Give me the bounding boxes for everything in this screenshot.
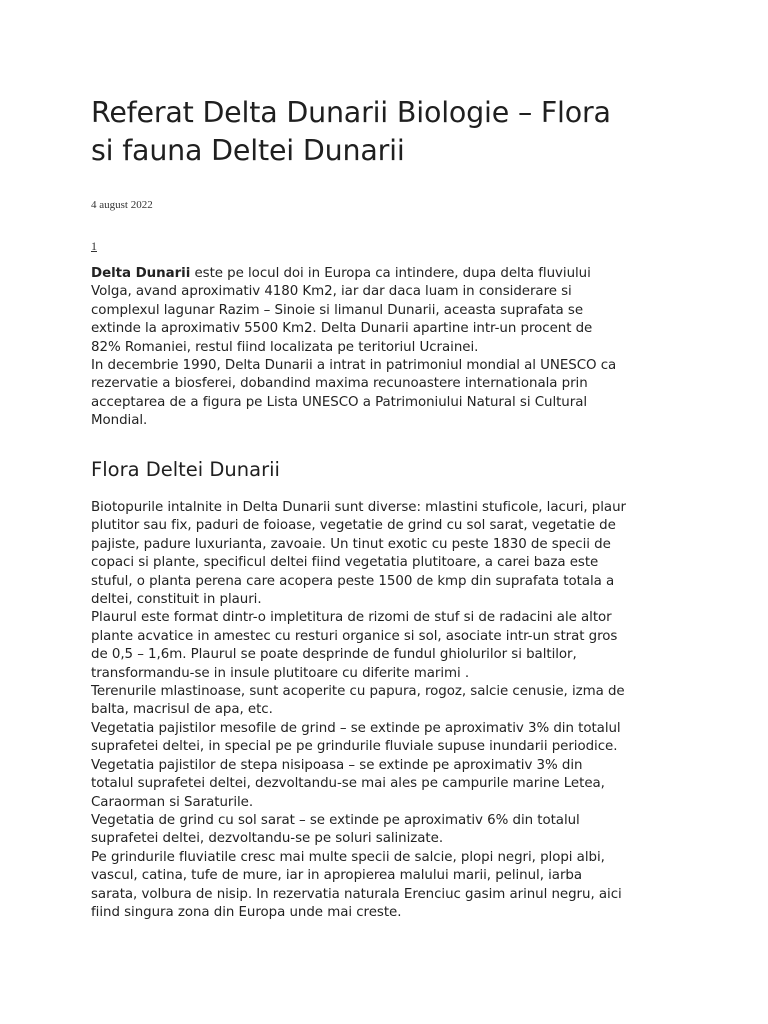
flora-line: Pe grindurile fluviatile cresc mai multe specii de salcie, plopi negri, plopi albi, (91, 849, 605, 865)
flora-line: balta, macrisul de apa, etc. (91, 702, 273, 718)
intro-line: 82% Romaniei, restul fiind localizata pe teritoriul Ucrainei. (91, 339, 479, 355)
intro-paragraph (91, 265, 691, 431)
flora-line: plante acvatice in amestec cu resturi organice si sol, asociate intr-un strat gros (91, 628, 618, 644)
title-line: si fauna Deltei Dunarii (91, 134, 405, 167)
flora-line: plutitor sau fix, paduri de foioase, vegetatie de grind cu sol sarat, vegetatie de (91, 518, 616, 534)
flora-line: de 0,5 – 1,6m. Plaurul se poate desprinde de fundul ghiolurilor si baltilor, (91, 647, 577, 663)
flora-line: transformandu-se in insule plutitoare cu diferite marimi . (91, 665, 470, 681)
flora-paragraph (91, 499, 691, 922)
flora-line: fiind singura zona din Europa unde mai creste. (91, 904, 402, 920)
flora-line: sarata, volbura de nisip. In rezervatia naturala Erenciuc gasim arinul negru, aici (91, 886, 622, 902)
section-heading-flora: Flora Deltei Dunarii (91, 458, 280, 481)
intro-line: Mondial. (91, 413, 148, 429)
flora-line: suprafetei deltei, dezvoltandu-se pe soluri salinizate. (91, 831, 444, 847)
intro-line: In decembrie 1990, Delta Dunarii a intrat in patrimoniul mondial al UNESCO ca (91, 358, 617, 374)
flora-line: Vegetatia de grind cu sol sarat – se extinde pe aproximativ 6% din totalul (91, 812, 580, 828)
flora-line: Terenurile mlastinoase, sunt acoperite cu papura, rogoz, salcie cenusie, izma de (91, 684, 625, 700)
flora-line: stuful, o planta perena care acopera peste 1500 de kmp din suprafata totala a (91, 573, 615, 589)
flora-line: copaci si plante, specificul deltei fiind vegetatia plutitoare, a carei baza este (91, 555, 599, 571)
flora-line: pajiste, padure luxurianta, zavoaie. Un tinut exotic cu peste 1830 de specii de (91, 536, 611, 552)
intro-first-line (91, 265, 691, 283)
title-line: Referat Delta Dunarii Biologie – Flora (91, 96, 611, 129)
intro-line: complexul lagunar Razim – Sinoie si limanul Dunarii, aceasta suprafata se (91, 302, 584, 318)
flora-line: deltei, constituit in plauri. (91, 592, 262, 608)
publish-date: 4 august 2022 (91, 199, 153, 211)
intro-first-line-text: este pe locul doi in Europa ca intindere, dupa delta fluviului (190, 266, 591, 281)
flora-line: totalul suprafetei deltei, dezvoltandu-se mai ales pe campurile marine Letea, (91, 776, 605, 792)
flora-line: Plaurul este format dintr-o impletitura de rizomi de stuf si de radacini ale altor (91, 610, 612, 626)
intro-line: rezervatie a biosferei, dobandind maxima recunoastere internationala prin (91, 376, 588, 392)
intro-line: acceptarea de a figura pe Lista UNESCO a Patrimoniului Natural si Cultural (91, 394, 588, 410)
flora-line: suprafetei deltei, in special pe pe grindurile fluviale supuse inundarii periodice. (91, 739, 618, 755)
flora-line: vascul, catina, tufe de mure, iar in apropierea malului marii, pelinul, iarba (91, 868, 583, 884)
flora-line: Biotopurile intalnite in Delta Dunarii sunt diverse: mlastini stuficole, lacuri, plaur (91, 500, 626, 515)
flora-line: Vegetatia pajistilor de stepa nisipoasa – se extinde pe aproximativ 3% din (91, 757, 583, 773)
intro-bold-lead: Delta Dunarii (91, 266, 191, 281)
page-number-link[interactable]: 1 (91, 239, 97, 253)
intro-line: Volga, avand aproximativ 4180 Km2, iar dar daca luam in considerare si (91, 284, 572, 300)
flora-line: Vegetatia pajistilor mesofile de grind – se extinde pe aproximativ 3% din totalul (91, 720, 621, 736)
flora-line: Caraorman si Saraturile. (91, 794, 254, 810)
document-title (91, 94, 691, 170)
intro-line: extinde la aproximativ 5500 Km2. Delta Dunarii apartine intr-un procent de (91, 321, 593, 337)
